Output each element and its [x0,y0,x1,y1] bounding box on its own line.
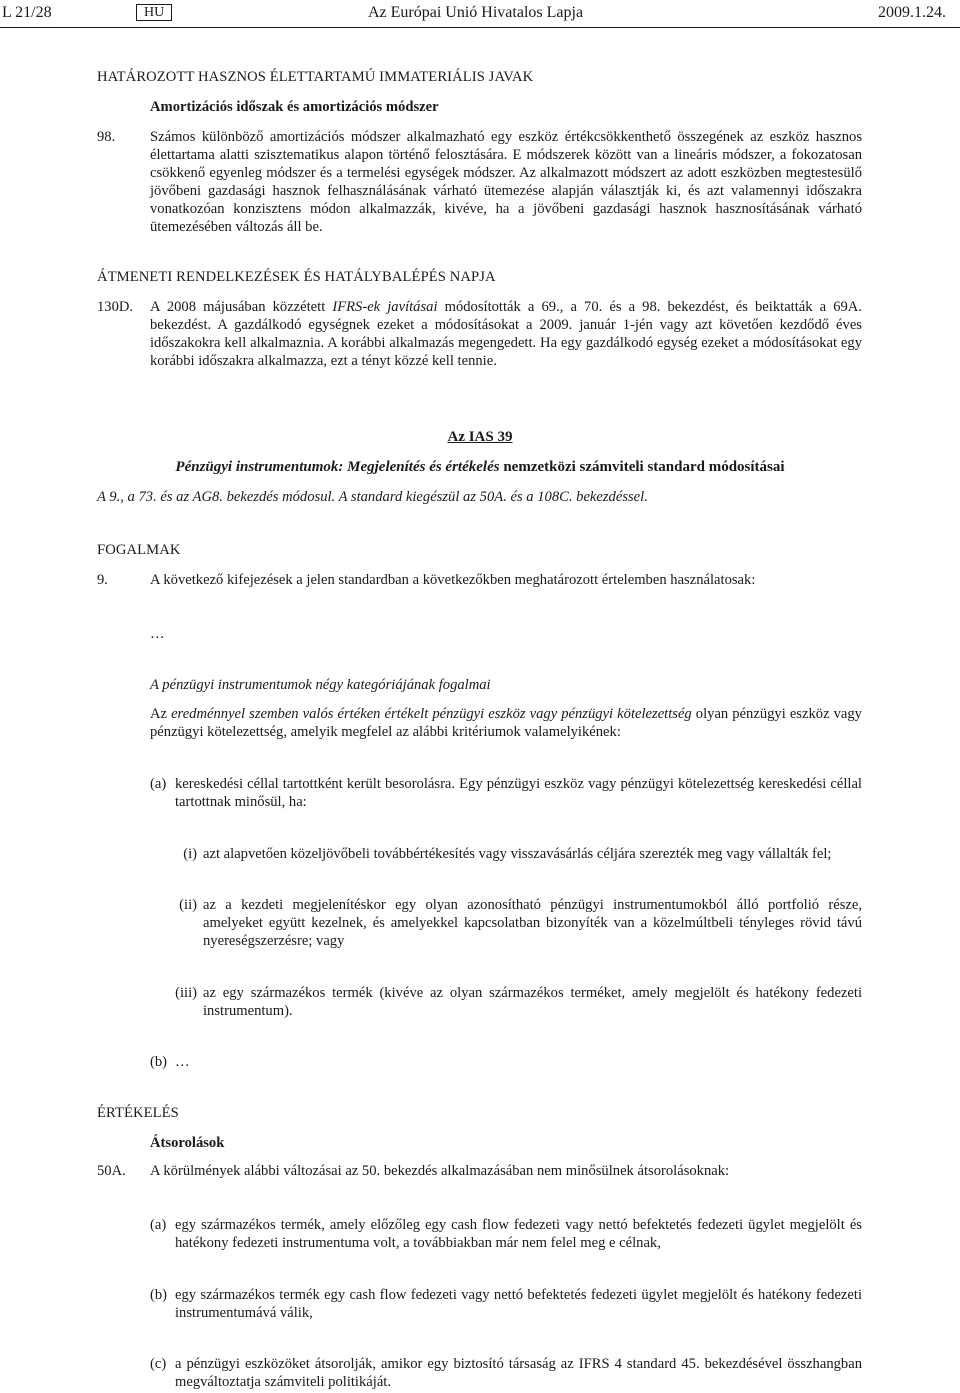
reclass-label-b: (b) [150,1287,168,1303]
subheading-reclassifications: Átsorolások [150,1135,225,1151]
item-a-text: kereskedési céllal tartottként került besorolásra. Egy pénzügyi eszköz vagy pénzügyi kötelezettség kereskedési céllal tartottnak minősül, ha: [175,776,862,810]
fvtpl-definition: Az eredménnyel szemben valós értéken értékelt pénzügyi eszköz vagy pénzügyi kötelezettség olyan pénzügyi eszköz vagy pénzügyi kötelezettség, amelyik megfelel az alábbi kritériumok valamelyikének: [150,706,862,740]
item-label-a: (a) [150,776,167,792]
section-heading-evaluation: ÉRTÉKELÉS [97,1105,179,1121]
standard-title: Az IAS 39 [447,429,513,445]
item-label-b: (b) [150,1054,168,1070]
subitem-ii-text: az a kezdeti megjelenítéskor egy olyan azonosítható pénzügyi instrumentumokból álló portfolió része, amelyeket együtt kezelnek, és amelyekkel kapcsolatban bizonyíték van a közelmúltbeli tényleges rövid távú nyereségszerzésre; vagy [203,897,862,949]
section-heading-intangible-assets: HATÁROZOTT HASZNOS ÉLETTARTAMÚ IMMATERIÁLIS JAVAK [97,69,534,85]
subitem-i-text: azt alapvetően közeljövőbeli továbbértékesítés vagy visszavásárlás céljára szerezték meg vagy vállalták fel; [203,846,832,862]
paragraph-130d: A 2008 májusában közzétett IFRS-ek javításai módosították a 69., a 70. és a 98. bekezdést, és beiktatták a 69A. bekezdést. A gazdálkodó egységnek ezeket a módosításokat a 2009. január 1-jén vagy azt követően kezdődő éves időszakokra kell alkalmaznia. A korábbi alkalmazás megengedett. Ha egy gazdálkodó egység ezeket a módosításokat egy korábbi időszakra alkalmazza, ezt a tényt közzé kell tennie. [150,299,862,369]
reclass-item-b: egy származékos termék egy cash flow fedezeti vagy nettó befektetés fedezeti ügylet megjelölt és hatékony fedezeti instrumentumává válik, [175,1287,862,1321]
publication-date: 2009.1.24. [878,4,946,21]
subitem-iii-text: az egy származékos termék (kivéve az olyan származékos terméket, amely megjelölt és hatékony fedezeti instrumentum). [203,985,862,1019]
standard-subtitle: Pénzügyi instrumentumok: Megjelenítés és értékelés nemzetközi számviteli standard módosításai [175,459,785,475]
amendment-note: A 9., a 73. és az AG8. bekezdés módosul. A standard kiegészül az 50A. és a 108C. bekezdéssel. [97,489,648,505]
section-heading-definitions: FOGALMAK [97,542,181,558]
ifrs-improvements-title: IFRS-ek javításai [332,299,438,315]
section-heading-transition: ÁTMENETI RENDELKEZÉSEK ÉS HATÁLYBALÉPÉS NAPJA [97,269,496,285]
reclass-label-a: (a) [150,1217,167,1233]
paragraph-50a: A körülmények alábbi változásai az 50. bekezdés alkalmazásában nem minősülnek átsorolásoknak: [150,1163,730,1179]
paragraph-9: A következő kifejezések a jelen standardban a következőkben meghatározott értelemben használatosak: [150,572,756,588]
paragraph-number-130d: 130D. [97,299,134,315]
paragraph-number-98: 98. [97,129,116,145]
subheading-amortisation: Amortizációs időszak és amortizációs módszer [150,99,439,115]
defined-term: eredménnyel szemben valós értéken értékelt pénzügyi eszköz vagy pénzügyi kötelezettség [171,706,692,722]
ellipsis: … [150,626,165,642]
subitem-label-i: (i) [183,846,197,862]
paragraph-98: Számos különböző amortizációs módszer alkalmazható egy eszköz értékcsökkenthető összegének az eszköz hasznos élettartama alatti szisztematikus alapon történő felosztására. E módszerek között van a lineáris módszer, a fokozatosan csökkenő egyenleg módszer és a termelési egységek módszer. Az alkalmazott módszert az adott eszközben megtestesülő jövőbeni gazdasági hasznok felhasználásának várható ütemezése alapján választják ki, és azt valamennyi időszakra vonatkozóan konzisztens módon alkalmazzák, kivéve, ha a jövőbeni gazdasági hasznok hasznosításának várható ütemezésében változás áll be. [150,129,862,235]
language-code-box [136,3,172,21]
reclass-label-c: (c) [150,1356,167,1372]
paragraph-number-9: 9. [97,572,108,588]
reclass-item-a: egy származékos termék, amely előzőleg egy cash flow fedezeti vagy nettó befektetés fedezeti ügylet megjelölt és hatékony fedezeti instrumentuma volt, a továbbiakban már nem felel meg e célnak, [175,1217,862,1251]
paragraph-number-50a: 50A. [97,1163,126,1179]
subitem-label-iii: (iii) [175,985,197,1001]
reclass-item-c: a pénzügyi eszközöket átsorolják, amikor egy biztosító társaság az IFRS 4 standard 45. bekezdésével összhangban megváltoztatja számviteli politikáját. [175,1356,862,1390]
page-reference: L 21/28 [2,4,52,21]
journal-title: Az Európai Unió Hivatalos Lapja [368,4,584,21]
header-rule [0,27,960,28]
item-b-text: … [175,1054,190,1070]
language-code: HU [136,4,172,21]
category-heading: A pénzügyi instrumentumok négy kategóriájának fogalmai [150,677,491,693]
subitem-label-ii: (ii) [179,897,197,913]
